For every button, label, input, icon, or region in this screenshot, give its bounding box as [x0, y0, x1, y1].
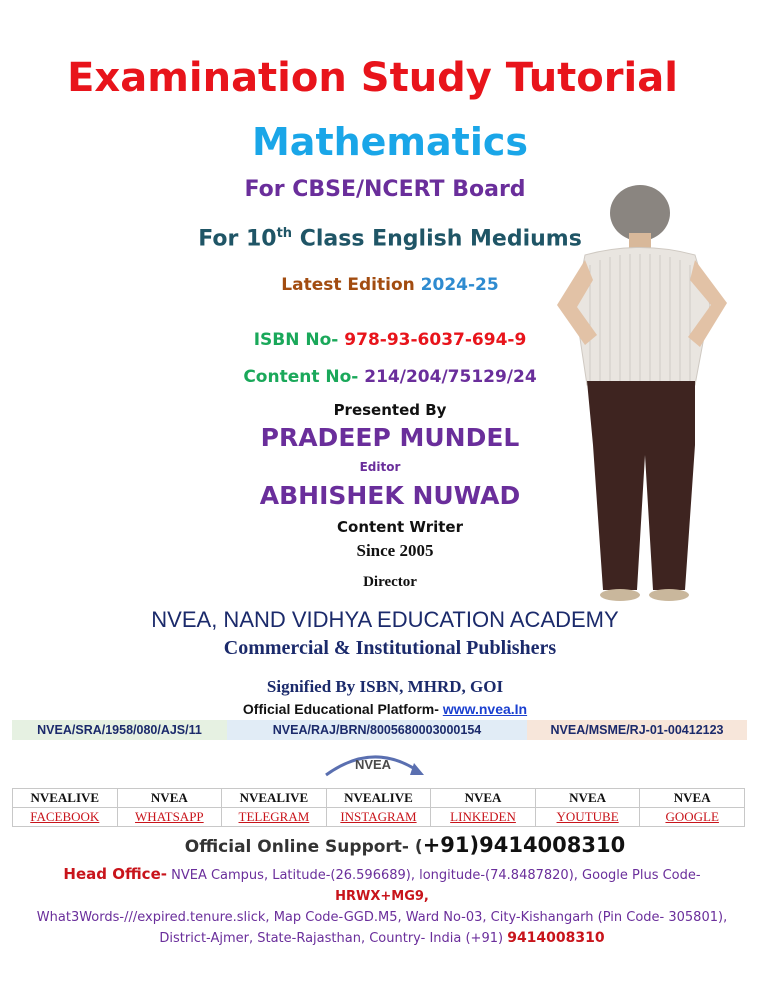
head-office-label: Head Office-	[63, 865, 167, 883]
handle-instagram: NVEALIVE	[326, 789, 431, 808]
link-telegram[interactable]: TELEGRAM	[222, 808, 327, 827]
isbn-label: ISBN No-	[253, 330, 339, 350]
director-label: Director	[363, 574, 417, 590]
subject-title: Mathematics	[251, 120, 529, 164]
social-handles-row	[13, 789, 745, 808]
support-phone: +91)9414008310	[422, 833, 626, 857]
content-line	[200, 367, 580, 387]
publisher-type: Commercial & Institutional Publishers	[223, 637, 557, 659]
since-year: Since 2005	[356, 541, 434, 560]
handle-linkedin: NVEA	[431, 789, 536, 808]
book-title: Examination Study Tutorial	[67, 55, 678, 101]
edition-year: 2024-25	[420, 275, 499, 295]
handle-telegram: NVEALIVE	[222, 789, 327, 808]
address-line2: What3Words-///expired.tenure.slick, Map Code-GGD.M5, Ward No-03, City-Kishangarh (Pin Code- 305801),	[36, 910, 728, 925]
social-links-row	[13, 808, 745, 827]
platform-line	[150, 701, 620, 717]
address-line1: NVEA Campus, Latitude-(26.596689), longitude-(74.8487820), Google Plus Code-	[166, 868, 701, 883]
support-line	[150, 833, 660, 857]
address-line3: District-Ajmer, State-Rajasthan, Country- India (+91)	[159, 931, 508, 946]
registration-brn: NVEA/RAJ/BRN/8005680003000154	[227, 720, 527, 740]
board-line: For CBSE/NCERT Board	[244, 177, 526, 202]
platform-link[interactable]: www.nvea.In	[442, 701, 528, 717]
content-value: 214/204/75129/24	[364, 367, 537, 387]
link-youtube[interactable]: YOUTUBE	[535, 808, 640, 827]
woman-figure-image	[545, 185, 745, 605]
signified-line: Signified By ISBN, MHRD, GOI	[266, 677, 504, 696]
nvea-curved-arrow-icon	[318, 745, 428, 781]
link-instagram[interactable]: INSTAGRAM	[326, 808, 431, 827]
nvea-badge: NVEA	[354, 757, 392, 772]
writer-name: ABHISHEK NUWAD	[259, 481, 521, 510]
content-label: Content No-	[243, 367, 359, 387]
edition-line	[200, 275, 580, 295]
head-office-address	[22, 864, 742, 949]
registration-msme: NVEA/MSME/RJ-01-00412123	[527, 720, 747, 740]
handle-whatsapp: NVEA	[117, 789, 222, 808]
handle-google: NVEA	[640, 789, 745, 808]
edition-label: Latest Edition	[281, 275, 415, 295]
link-whatsapp[interactable]: WHATSAPP	[117, 808, 222, 827]
presented-by: Presented By	[333, 401, 447, 419]
address-phone: 9414008310	[507, 930, 605, 946]
handle-facebook: NVEALIVE	[13, 789, 118, 808]
editor-name: PRADEEP MUNDEL	[260, 423, 520, 452]
editor-role: Editor	[359, 460, 401, 474]
registration-row	[12, 720, 747, 740]
class-pre: For 10	[198, 226, 277, 252]
social-table	[12, 788, 745, 827]
address-plus-code: HRWX+MG9,	[335, 889, 429, 904]
isbn-line	[200, 330, 580, 350]
link-google[interactable]: GOOGLE	[640, 808, 745, 827]
isbn-value: 978-93-6037-694-9	[344, 330, 527, 350]
academy-name: NVEA, NAND VIDHYA EDUCATION ACADEMY	[151, 607, 619, 632]
link-linkedin[interactable]: LINKEDEN	[431, 808, 536, 827]
writer-role: Content Writer	[337, 518, 463, 536]
handle-youtube: NVEA	[535, 789, 640, 808]
registration-sra: NVEA/SRA/1958/080/AJS/11	[12, 720, 227, 740]
class-sup: th	[276, 226, 293, 241]
platform-label: Official Educational Platform-	[242, 701, 439, 717]
link-facebook[interactable]: FACEBOOK	[13, 808, 118, 827]
support-label: Official Online Support- (	[184, 837, 423, 857]
class-post: Class English Mediums	[292, 226, 582, 252]
